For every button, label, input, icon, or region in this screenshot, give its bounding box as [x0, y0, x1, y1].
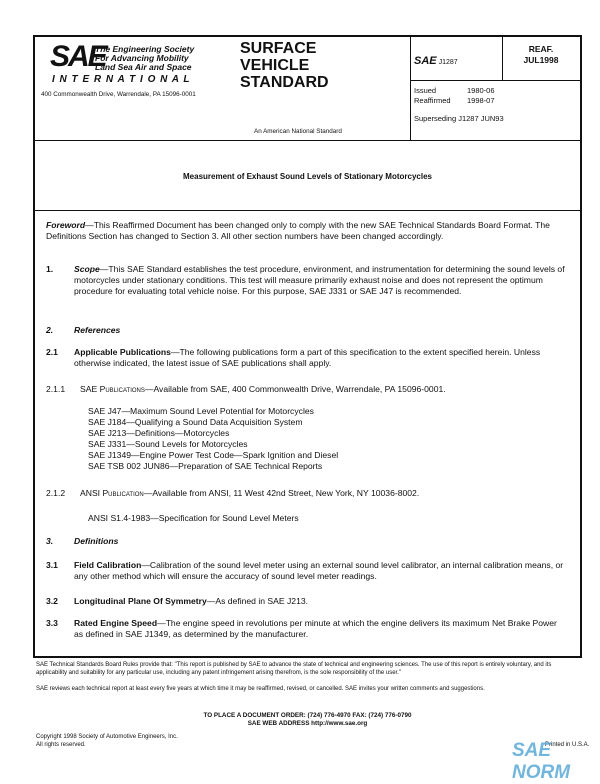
- reference-item: SAE J331—Sound Levels for Motorcycles: [88, 439, 248, 449]
- printed-in: Printed in U.S.A.: [545, 742, 590, 748]
- section-1: [46, 264, 566, 297]
- divider: [410, 80, 580, 81]
- section-number: 2.1.1: [46, 384, 66, 394]
- section-2: [46, 325, 566, 336]
- policy-notice: SAE Technical Standards Board Rules provide that: "This report is published by SAE to advance the state of technical and engineering sciences. The use of this report is entirely voluntary, and its applicability and suitability for any particular use, including any patent infringement arising therefrom, is the sole responsibility of the user.": [36, 662, 552, 676]
- paragraph: —The following publications form a part of this specification to the extent specified herein. Unless otherwise indicated, the latest issue of SAE publications shall apply.: [74, 347, 541, 368]
- sae-reference-list: [88, 406, 558, 472]
- section-number: 2.1: [46, 347, 58, 357]
- dates: [414, 86, 504, 124]
- doc-number-text: J1287: [438, 59, 458, 66]
- section-number: 3.: [46, 536, 54, 546]
- tagline-line: The Engineering Society: [95, 44, 195, 54]
- paragraph: —Calibration of the sound level meter using an external sound level calibrator, an internal calibration means, or any other method which will ensure the accuracy of sound level meter readings.: [74, 560, 564, 581]
- paragraph: —The engine speed in revolutions per minute at which the engine delivers its maximum Net Brake Power as defined in SAE J1349, as determined by the manufacturer.: [74, 618, 557, 639]
- divider: [410, 37, 411, 140]
- section-number: 3.1: [46, 560, 58, 570]
- heading: Foreword: [46, 220, 86, 230]
- heading: Scope: [74, 264, 100, 274]
- section-number: 2.1.2: [46, 488, 66, 498]
- tagline-line: For Advancing Mobility: [95, 53, 189, 63]
- heading: Applicable Publications: [74, 347, 171, 357]
- review-notice: SAE reviews each technical report at least every five years at which time it may be reaffirmed, revised, or cancelled. SAE invites your written comments and suggestions.: [36, 686, 485, 692]
- document-title: Measurement of Exhaust Sound Levels of Stationary Motorcycles: [183, 172, 432, 181]
- issued-date: 1980-06: [467, 86, 495, 95]
- section-2-1-1: [46, 384, 566, 395]
- reaffirmed-date: 1998-07: [467, 96, 495, 105]
- address: 400 Commonwealth Drive, Warrendale, PA 15096-0001: [41, 91, 196, 98]
- divider: [35, 140, 580, 141]
- title-line: VEHICLE: [240, 57, 310, 74]
- heading: Rated Engine Speed: [74, 618, 158, 628]
- doc-number: [414, 55, 458, 67]
- paragraph: —This SAE Standard establishes the test procedure, environment, and instrumentation for determining the sound levels of motorcycles under stationary conditions. This test will measure primarily exhaust noise and does not represent the optimum procedure for evaluating total vehicle noise. For this purpose, SAE J331 or SAE J47 is recommended.: [74, 264, 565, 296]
- paragraph: —Available from SAE, 400 Commonwealth Drive, Warrendale, PA 15096-0001.: [144, 384, 446, 394]
- title-line: STANDARD: [240, 74, 329, 91]
- section-3-2: [46, 596, 566, 607]
- paragraph: —As defined in SAE J213.: [206, 596, 309, 606]
- sae-norm-watermark: SAE NORM: [512, 740, 571, 783]
- heading: Longitudinal Plane Of Symmetry: [74, 596, 207, 606]
- reaffirmed-label: Reaffirmed: [414, 96, 451, 105]
- sae-small-logo: SAE: [414, 55, 437, 67]
- superseding: Superseding J1287 JUN93: [414, 114, 504, 123]
- international-label: I N T E R N A T I O N A L: [52, 74, 191, 85]
- section-number: 3.3: [46, 618, 58, 628]
- section-3-3: [46, 618, 566, 640]
- issued-label: Issued: [414, 86, 437, 95]
- copyright: [36, 734, 178, 749]
- reference-item: SAE J184—Qualifying a Sound Data Acquisition System: [88, 417, 303, 427]
- reference-item: SAE J1349—Engine Power Test Code—Spark Ignition and Diesel: [88, 450, 339, 460]
- order-info: [33, 712, 582, 728]
- reference-item: SAE J213—Definitions—Motorcycles: [88, 428, 230, 438]
- copyright-line: Copyright 1998 Society of Automotive Engineers, Inc.: [36, 734, 178, 740]
- heading: Definitions: [74, 536, 119, 546]
- heading: References: [74, 325, 121, 335]
- title-line: SURFACE: [240, 40, 317, 57]
- web-address[interactable]: SAE WEB ADDRESS http://www.sae.org: [247, 720, 368, 727]
- society-tagline: [95, 45, 194, 72]
- divider: [502, 37, 503, 80]
- foreword: [46, 220, 566, 242]
- paragraph: —This Reaffirmed Document has been changed only to comply with the new SAE Technical Standards Board Format. The Definitions Section has changed to Section 3. All other section numbers have been changed accordingly.: [46, 220, 550, 241]
- section-3: [46, 536, 566, 547]
- sae-logo: SAE: [50, 40, 106, 73]
- status-line: REAF.: [528, 44, 554, 54]
- section-3-1: [46, 560, 566, 582]
- standard-type: [240, 40, 329, 91]
- ansi-reference: ANSI S1.4-1983—Specification for Sound Level Meters: [88, 513, 299, 523]
- order-line: TO PLACE A DOCUMENT ORDER: (724) 776-4970 FAX: (724) 776-0790: [203, 712, 412, 719]
- divider: [35, 210, 580, 211]
- status-badge: [512, 44, 570, 66]
- ans-label: An American National Standard: [254, 128, 342, 135]
- heading: SAE Publications: [80, 384, 145, 394]
- section-2-1-2: [46, 488, 566, 499]
- section-number: 1.: [46, 264, 54, 274]
- rights-line: All rights reserved.: [36, 741, 86, 748]
- reference-item: SAE TSB 002 JUN86—Preparation of SAE Technical Reports: [88, 461, 323, 471]
- tagline-line: Land Sea Air and Space: [95, 62, 192, 72]
- reference-item: SAE J47—Maximum Sound Level Potential for Motorcycles: [88, 406, 314, 416]
- section-number: 3.2: [46, 596, 58, 606]
- section-2-1: [46, 347, 566, 369]
- heading: ANSI Publication: [80, 488, 144, 498]
- paragraph: —Available from ANSI, 11 West 42nd Street, New York, NY 10036-8002.: [143, 488, 420, 498]
- heading: Field Calibration: [74, 560, 142, 570]
- status-line: JUL1998: [523, 55, 559, 65]
- section-number: 2.: [46, 325, 54, 335]
